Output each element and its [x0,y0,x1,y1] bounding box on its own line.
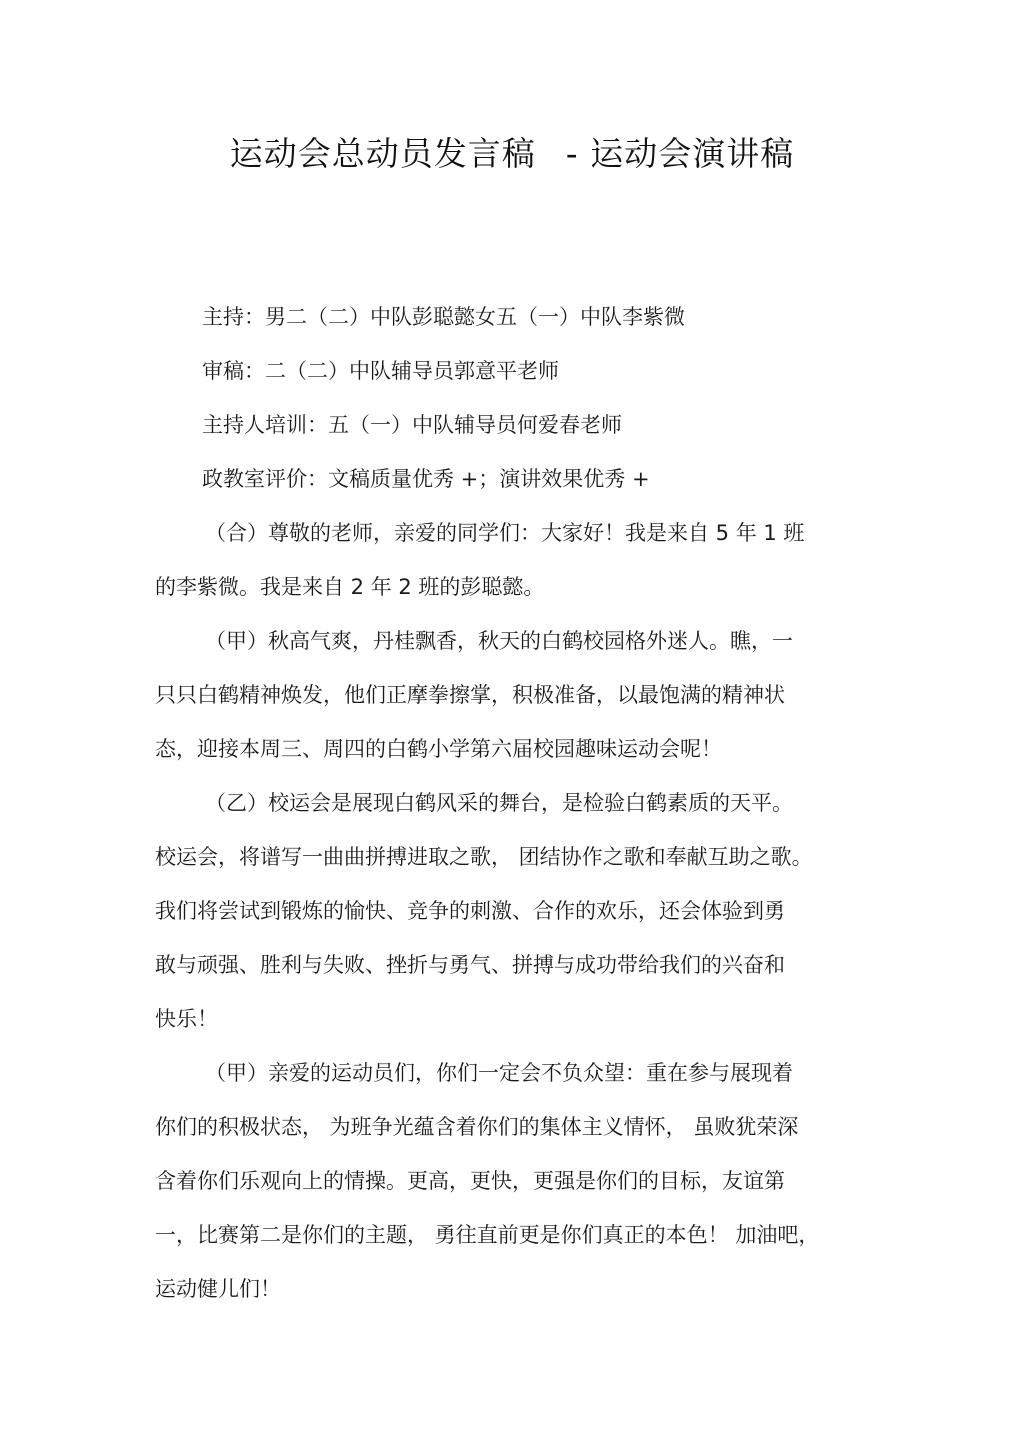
document-body [155,290,870,1316]
host-line: 主持：男二（二）中队彭聪懿女五（一）中队李紫微 [202,305,685,329]
paragraph-line: 一，比赛第二是你们的主题， 勇往直前更是你们真正的本色！ 加油吧， [155,1223,820,1247]
paragraph-line: 敢与顽强、胜利与失败、挫折与勇气、拼搏与成功带给我们的兴奋和 [155,953,785,977]
paragraph-line: 你们的积极状态， 为班争光蕴含着你们的集体主义情怀， 虽败犹荣深 [155,1115,799,1139]
paragraph-line: 的李紫微。我是来自 2 年 2 班的彭聪懿。 [155,575,545,599]
evaluation-line: 政教室评价：文稿质量优秀 +；演讲效果优秀 + [202,467,650,491]
paragraph-line: 态，迎接本周三、周四的白鹤小学第六届校园趣味运动会呢！ [155,737,722,761]
paragraph-line: 运动健儿们！ [155,1277,281,1301]
paragraph-line: 快乐！ [155,1007,218,1031]
paragraph-line: （乙）校运会是展现白鹤风采的舞台，是检验白鹤素质的天平。 [205,791,793,815]
paragraph-line: 我们将尝试到锻炼的愉快、竞争的刺激、合作的欢乐，还会体验到勇 [155,899,785,923]
paragraph-line: 只只白鹤精神焕发，他们正摩拳擦掌，积极准备，以最饱满的精神状 [155,683,785,707]
paragraph-line: 校运会，将谱写一曲曲拼搏进取之歌， 团结协作之歌和奉献互助之歌。 [155,845,813,869]
paragraph-line: 含着你们乐观向上的情操。更高，更快，更强是你们的目标，友谊第 [155,1169,785,1193]
paragraph-line: （合）尊敬的老师，亲爱的同学们：大家好！我是来自 5 年 1 班 [205,521,805,545]
trainer-line: 主持人培训：五（一）中队辅导员何爱春老师 [202,413,622,437]
reviewer-line: 审稿：二（二）中队辅导员郭意平老师 [202,359,559,383]
paragraph-line: （甲）亲爱的运动员们，你们一定会不负众望：重在参与展现着 [205,1061,793,1085]
title-main: 运动会总动员发言稿 [229,134,536,173]
title-sub: - 运动会演讲稿 [565,134,795,173]
paragraph-line: （甲）秋高气爽，丹桂飘香，秋天的白鹤校园格外迷人。瞧，一 [205,629,793,653]
document-title [0,128,1024,175]
